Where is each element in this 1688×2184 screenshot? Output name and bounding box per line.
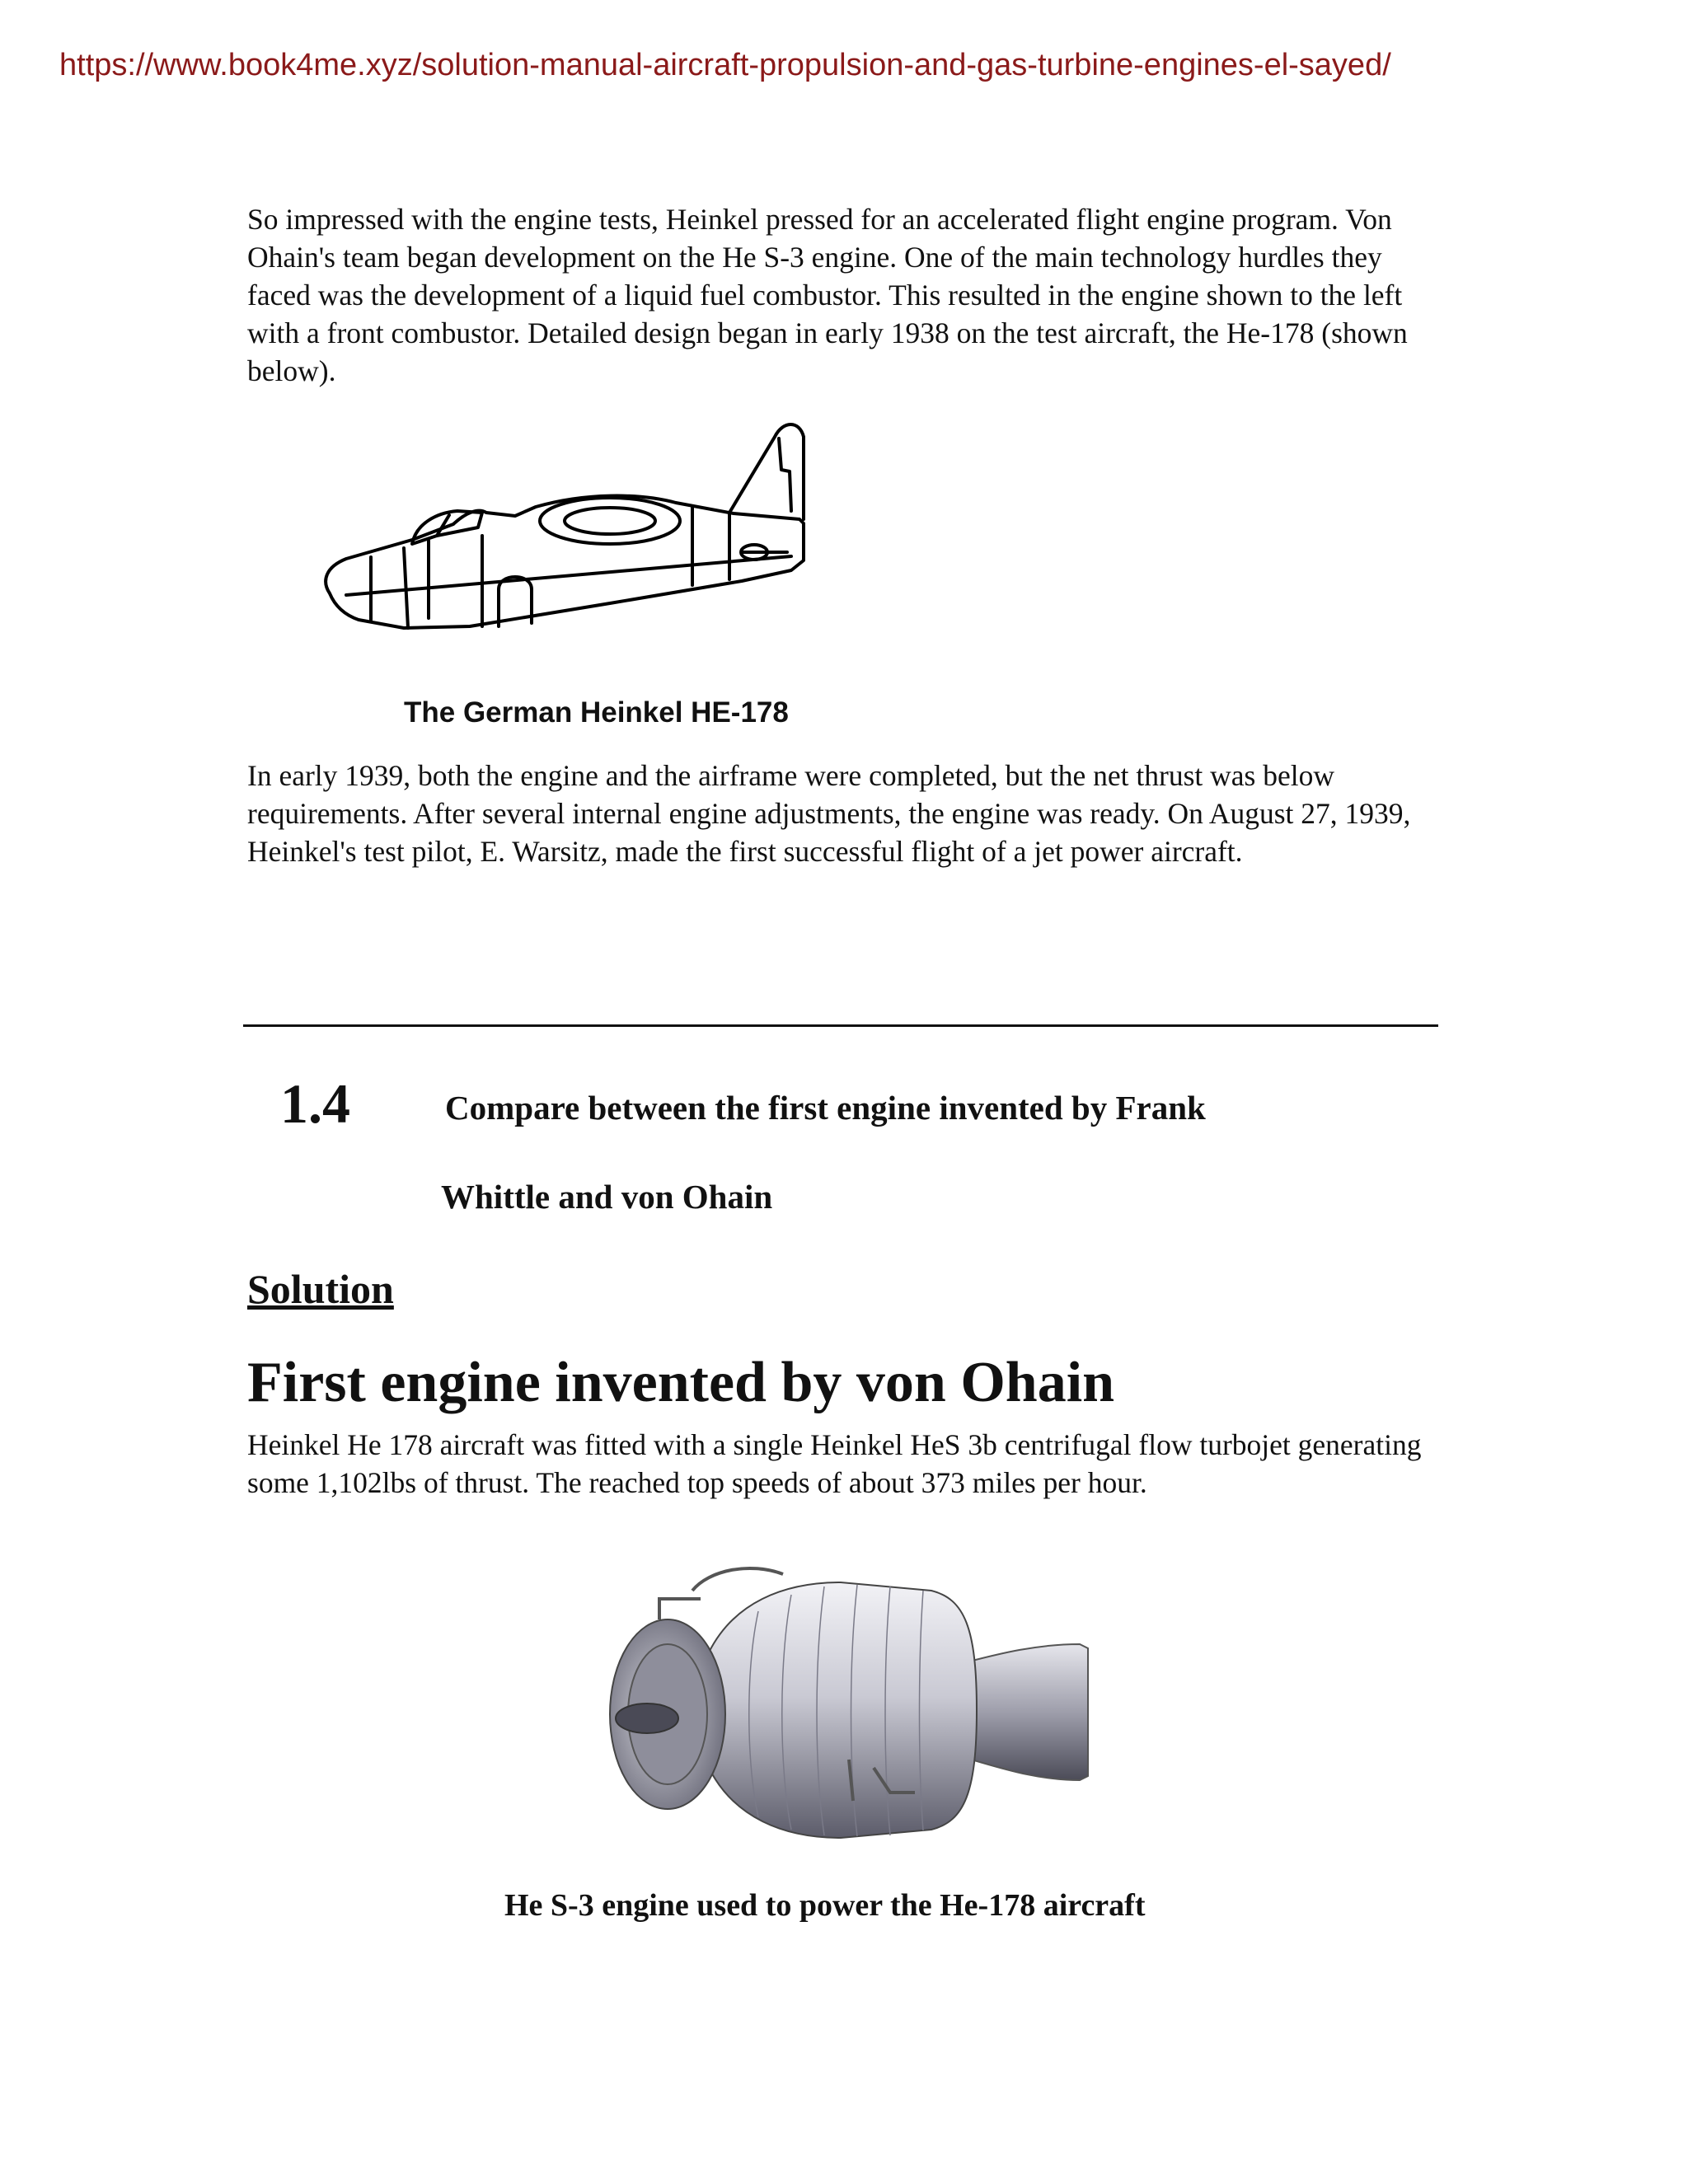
he-s3-engine-image — [569, 1554, 1104, 1875]
von-ohain-heading: First engine invented by von Ohain — [247, 1351, 1115, 1414]
solution-label: Solution — [247, 1266, 394, 1312]
first-flight-paragraph: In early 1939, both the engine and the airframe were completed, but the net thrust was below requirements. After several internal engine adjustments, the engine was ready. On August 27, 1939, Heinkel's test pilot, E. Warsitz, made the first successful flight of a jet power aircraft. — [247, 759, 1411, 868]
section-number: 1.4 — [280, 1072, 350, 1135]
heinkel-he178-drawing — [313, 420, 973, 651]
source-url[interactable]: https://www.book4me.xyz/solution-manual-aircraft-propulsion-and-gas-turbine-engines-el-sayed/ — [59, 48, 1391, 82]
plane-caption: The German Heinkel HE-178 — [404, 696, 789, 729]
section-title-line-1: Compare between the first engine invented by Frank — [445, 1089, 1206, 1127]
heinkel-paragraph: Heinkel He 178 aircraft was fitted with a single Heinkel HeS 3b centrifugal flow turbojet generating some 1,102lbs of thrust. The reached top speeds of about 373 miles per hour. — [247, 1428, 1422, 1499]
intro-paragraph: So impressed with the engine tests, Heinkel pressed for an accelerated flight engine program. Von Ohain's team began development on the He S-3 engine. One of the main technology hurdles they faced was the development of a liquid fuel combustor. This resulted in the engine shown to the left with a front combustor. Detailed design began in early 1938 on the test aircraft, the He-178 (shown below). — [247, 203, 1408, 387]
engine-caption: He S-3 engine used to power the He-178 aircraft — [504, 1888, 1146, 1923]
section-divider — [243, 1024, 1438, 1027]
section-title-line-2: Whittle and von Ohain — [441, 1178, 773, 1216]
